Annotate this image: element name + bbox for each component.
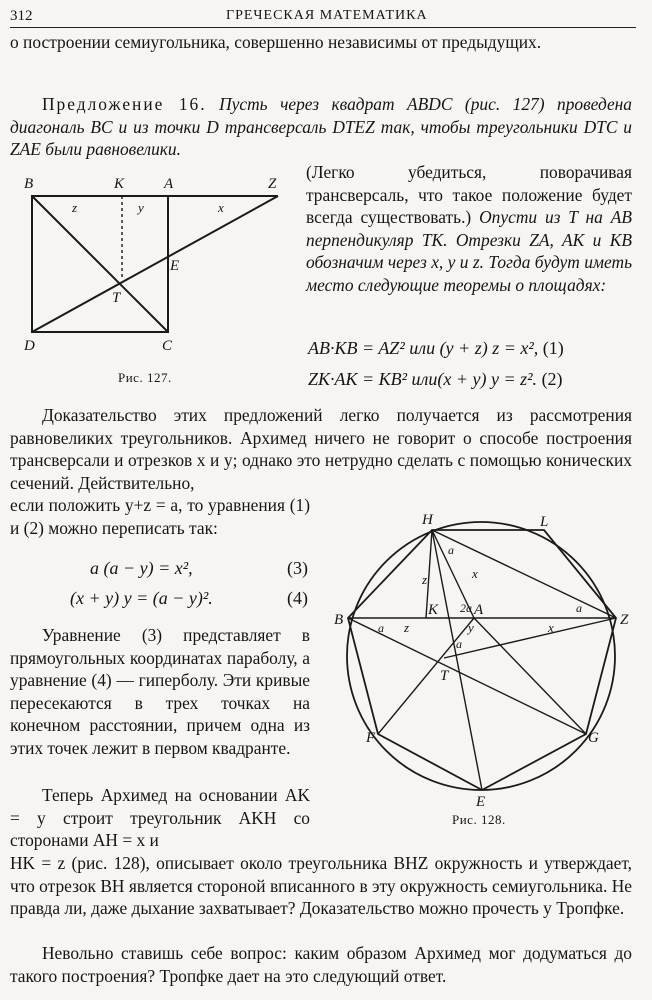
fig128-label-T: T [440,668,449,684]
equation-3-expr: a (a − y) = x², [90,558,193,578]
segment-AG [474,618,586,734]
equation-4-expr: (x + y) y = (a − y)². [70,588,213,608]
page-number: 312 [10,8,33,24]
equation-1-number: (1) [542,338,564,358]
fig127-label-z: z [72,200,78,215]
equation-4-number: (4) [287,588,308,608]
paragraph-curves [10,624,310,760]
fig128-label-x-upper: x [472,566,478,581]
intro-paragraph [10,31,632,54]
paragraph-heptagon-text: HK = z (рис. 128), описывает около треугольника BHZ окружность и утверждает, что отрезок BH является стороной вписанного в эту окружность семиугольника. Не правда ли, даже дыхание захватывает? Доказательство можно прочесть у Тропфке. [10,853,632,919]
figure-128 [334,506,636,810]
paragraph-substitution-text: если положить y+z = a, то уравнения (1) и (2) можно переписать так: [10,495,310,538]
paragraph-curves-text: Уравнение (3) представляет в прямоугольных координатах параболу, а уравнение (4) — гиперболу. Эти кривые пересекаются в трех точках на конечном расстоянии, причем одна из этих точек лежит в первом квадранте. [10,625,310,758]
running-title: ГРЕЧЕСКАЯ МАТЕМАТИКА [226,8,428,23]
proposition-construction: Опусти из T на AB перпендикуляр TK. Отрезки ZA, AK и KB обозначим через x, y и z. Тогда будут иметь место следующие теоремы о площадях: [306,207,632,295]
fig128-angle-2a: 2a [460,601,472,615]
fig128-label-B: B [334,612,344,628]
intro-text: о построении семиугольника, совершенно независимы от предыдущих. [10,32,542,52]
fig128-label-K: K [428,602,439,618]
paragraph-substitution [10,494,310,539]
fig128-label-z-lower: z [404,620,410,635]
page-header [10,6,638,28]
proposition-remark: (Легко убедиться, поворачивая трансверсаль, что такое положение будет всегда существовать.) [306,162,632,228]
proposition-head [10,93,632,161]
equation-2-expr: ZK·AK = KB² или(x + y) y = z². [308,369,538,389]
figure-127 [20,168,290,358]
fig128-label-L: L [540,514,549,530]
fig127-label-A: A [164,176,174,192]
equation-3-num-wrap [287,558,308,579]
fig127-label-x: x [218,200,224,215]
paragraph-archimedes-text: Теперь Архимед на основании AK = y строит треугольник AKH со сторонами AH = x и [10,785,310,851]
fig127-label-T: T [112,290,121,306]
fig127-label-C: C [162,338,173,354]
header-rule [10,27,636,28]
fig128-angle-a-right: a [576,601,582,615]
fig128-label-y: y [468,620,474,635]
equation-4-num-wrap [287,588,308,609]
fig128-angle-a-left: a [378,621,384,635]
fig127-label-E: E [170,258,180,274]
paragraph-archimedes [10,784,310,852]
fig127-label-Z: Z [268,176,277,192]
fig127-label-B: B [24,176,34,192]
fig128-label-A: A [474,602,484,618]
fig128-label-z-upper: z [422,572,428,587]
paragraph-proof [10,404,632,494]
paragraph-heptagon [10,852,632,920]
equation-3-number: (3) [287,558,308,578]
paragraph-proof-text: Доказательство этих предложений легко получается из рассмотрения равновеликих треугольников. Архимед ничего не говорит о способе построения трансверсали и отрезков x и y; однако это нетрудно сделать с помощью конических сечений. Действительно, [10,405,632,493]
equation-2 [308,369,563,390]
paragraph-question [10,942,632,987]
segment-BG [348,618,586,734]
circumcircle [347,522,615,790]
proposition-statement: Пусть через квадрат ABDC (рис. 127) проведена диагональ BC и из точки D трансверсаль DTEZ так, чтобы треугольники DTC и ZAE были равновелики. [10,94,633,160]
paragraph-question-text: Невольно ставишь себе вопрос: каким образом Архимед мог додуматься до такого построения? Тропфке дает на это следующий ответ. [10,943,632,986]
fig127-label-D: D [24,338,35,354]
equation-4 [70,588,213,609]
fig128-label-E: E [476,794,486,810]
equation-2-number: (2) [541,369,563,389]
proposition-continued [306,161,632,297]
fig128-label-F: F [366,730,376,746]
equation-3 [90,558,193,579]
transversal-DTEZ [32,196,278,332]
caption-fig128: Рис. 128. [452,812,506,827]
fig127-label-y: y [138,200,144,215]
fig128-label-Z: Z [620,612,629,628]
fig128-label-H: H [422,512,433,528]
equation-1-expr: AB·KB = AZ² или (y + z) z = x², [308,338,539,358]
fig128-label-G: G [588,730,599,746]
diagonal-BC [32,196,168,332]
equation-1 [308,338,564,359]
fig128-angle-a-top: a [448,543,454,557]
fig128-angle-a-bottom: a [456,637,462,651]
fig127-label-K: K [114,176,125,192]
proposition-label: Предложение 16. [42,94,207,114]
caption-fig127: Рис. 127. [118,370,172,385]
fig128-label-x-lower: x [548,620,554,635]
